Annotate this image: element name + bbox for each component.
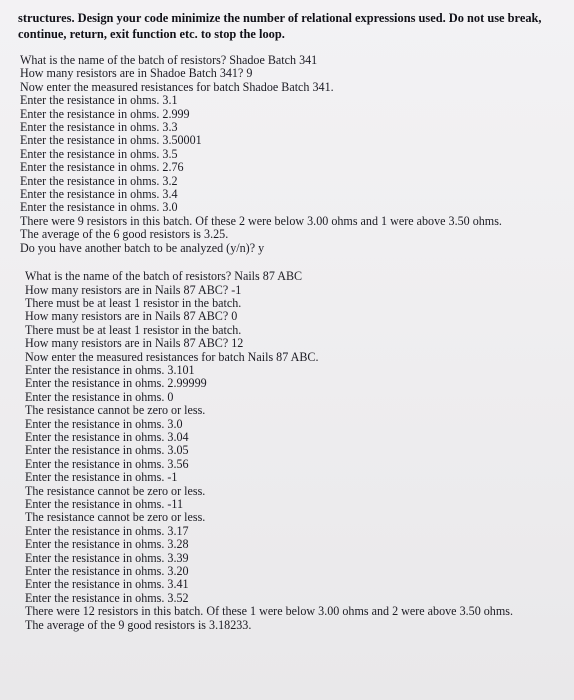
program-output-session-2 [18,270,554,632]
output-line: Enter the resistance in ohms. -11 [25,497,184,511]
output-line: The average of the 6 good resistors is 3.25. [20,227,229,242]
output-line: What is the name of the batch of resistors? Shadoe Batch 341 [20,53,318,67]
output-line: Enter the resistance in ohms. 3.101 [25,362,195,377]
output-line: Enter the resistance in ohms. 3.0 [25,416,183,431]
output-line: There must be at least 1 resistor in the batch. [25,322,242,337]
output-line: Enter the resistance in ohms. 2.999 [20,106,190,121]
output-line: Enter the resistance in ohms. 3.41 [25,577,189,592]
output-line: Enter the resistance in ohms. 3.04 [25,429,189,444]
output-line: Enter the resistance in ohms. 3.2 [20,173,178,188]
output-line: Enter the resistance in ohms. 2.99999 [25,376,207,391]
output-line: Enter the resistance in ohms. 3.5 [20,146,178,161]
instructions-text: structures. Design your code minimize the number of relational expressions used. Do not use break, continue, return, exit function etc. to stop the loop. [18,11,542,41]
output-line: There were 12 resistors in this batch. Of these 1 were below 3.00 ohms and 2 were above 3.50 ohms. [25,604,513,619]
output-line: Enter the resistance in ohms. -1 [25,470,178,485]
output-line: How many resistors are in Shadoe Batch 341? 9 [20,66,253,81]
output-line: Now enter the measured resistances for batch Shadoe Batch 341. [20,79,334,94]
program-output-session-1 [18,54,554,255]
output-line: Enter the resistance in ohms. 3.17 [25,523,189,538]
output-line: Enter the resistance in ohms. 3.52 [25,590,189,605]
output-line: Enter the resistance in ohms. 3.05 [25,443,189,458]
output-line: Enter the resistance in ohms. 3.20 [25,564,189,579]
output-line: How many resistors are in Nails 87 ABC? 12 [25,336,244,351]
output-line: Enter the resistance in ohms. 3.0 [20,200,178,215]
output-line: Do you have another batch to be analyzed (y/n)? y [20,240,265,255]
output-line: What is the name of the batch of resistors? Nails 87 ABC [25,269,303,284]
output-line: How many resistors are in Nails 87 ABC? 0 [25,309,238,324]
output-line: There were 9 resistors in this batch. Of these 2 were below 3.00 ohms and 1 were above 3.50 ohms. [20,213,502,228]
output-line: Enter the resistance in ohms. 0 [25,389,174,404]
output-line: Enter the resistance in ohms. 3.56 [25,456,189,471]
output-line: The average of the 9 good resistors is 3.18233. [25,617,252,632]
output-line: The resistance cannot be zero or less. [25,483,206,498]
output-line: The resistance cannot be zero or less. [25,403,206,418]
output-line: How many resistors are in Nails 87 ABC? -1 [25,282,242,297]
output-line: Enter the resistance in ohms. 3.28 [25,537,189,552]
output-line: Now enter the measured resistances for batch Nails 87 ABC. [25,349,319,364]
output-line: Enter the resistance in ohms. 2.76 [20,160,184,175]
output-line: Enter the resistance in ohms. 3.1 [20,93,178,108]
output-line: Enter the resistance in ohms. 3.3 [20,120,178,135]
output-line: Enter the resistance in ohms. 3.4 [20,187,178,202]
output-line: The resistance cannot be zero or less. [25,510,206,525]
output-line: Enter the resistance in ohms. 3.50001 [20,133,202,148]
output-line: Enter the resistance in ohms. 3.39 [25,550,189,565]
output-line: There must be at least 1 resistor in the batch. [25,295,242,310]
